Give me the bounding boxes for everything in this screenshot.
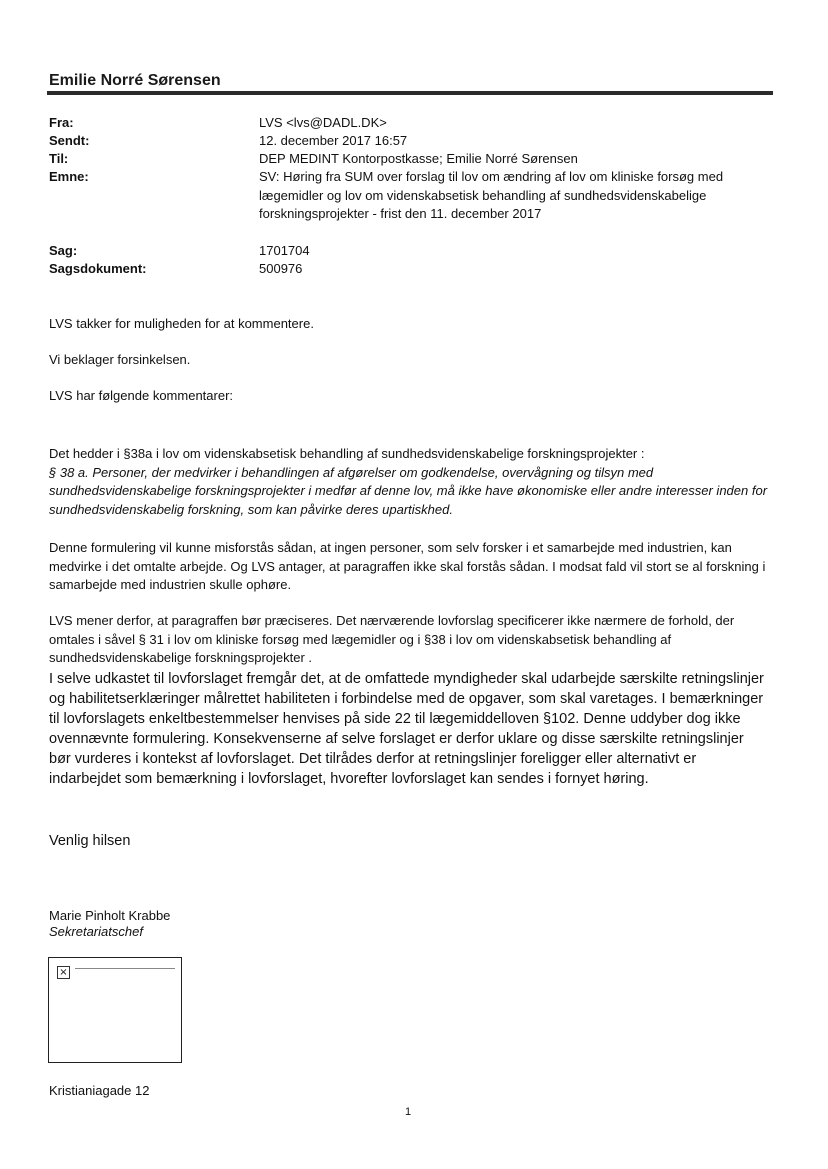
body-paragraph: LVS mener derfor, at paragraffen bør præciseres. Det nærværende lovforslag specificerer ikke nærmere de forhold, der omtales i såvel § 31 i lov om kliniske forsøg med lægemidler og i §38 i lov om videnskabsetisk behandling af sundhedsvidenskabelige forskningsprojekter . <box>49 613 735 665</box>
law-quote-block <box>49 445 769 519</box>
law-quote-text: § 38 a. Personer, der medvirker i behandlingen af afgørelser om godkendelse, overvågning og tilsyn med sundhedsvidenskabelige forskningsprojekter i medfør af denne lov, må ikke have økonomiske eller andre interesser inden for sundhedsvidenskabelig forskning, som kan påvirke deres upartiskhed. <box>49 464 768 517</box>
signature-title: Sekretariatschef <box>49 924 143 939</box>
from-value: LVS <lvs@DADL.DK> <box>259 115 387 130</box>
body-paragraph: Vi beklager forsinkelsen. <box>49 352 191 367</box>
to-value: DEP MEDINT Kontorpostkasse; Emilie Norré Sørensen <box>259 151 578 166</box>
case-label: Sag: <box>49 243 78 258</box>
to-label: Til: <box>49 151 69 166</box>
body-paragraph: I selve udkastet til lovforslaget fremgår det, at de omfattede myndigheder skal udarbejde særskilte retningslinjer og habilitetserklæringer målrettet habiliteten i forbindelse med de opgaver, som skal varetages. I bemærkninger til lovforslagets enkeltbestemmelser henvises på side 22 til lægemiddelloven §102. Denne uddyber dog ikke ovennævnte formulering. Konsekvenserne af selve forslaget er derfor uklare og disse særskilte retningslinjer bør vurderes i kontekst af lovforslaget. Det tilrådes derfor at retningslinjer foreligger eller alternativt er indarbejdet som bemærkning i lovforslaget, hvorefter lovforslaget kan sendes i fornyet høring. <box>49 671 764 787</box>
signature-address: Kristianiagade 12 <box>49 1083 150 1098</box>
sent-label: Sendt: <box>49 133 90 148</box>
case-doc-label: Sagsdokument: <box>49 261 147 276</box>
case-doc-value: 500976 <box>259 261 303 276</box>
case-value: 1701704 <box>259 243 310 258</box>
subject-value: SV: Høring fra SUM over forslag til lov om ændring af lov om kliniske forsøg med lægemidler og lov om videnskabsetisk behandling af sundhedsvidenskabelige forskningsprojekter - frist den 11. december 2017 <box>259 169 724 221</box>
header-rule <box>47 91 773 95</box>
logo-image-placeholder <box>48 957 182 1063</box>
body-paragraph: Denne formulering vil kunne misforstås sådan, at ingen personer, som selv forsker i et samarbejde med industrien, kan medvirke i det omtalte arbejde. Og LVS antager, at paragraffen ikke skal forstås sådan. I modsat fald vil stort se al forskning i samarbejde med industrien skulle ophøre. <box>49 540 766 592</box>
subject-label: Emne: <box>49 169 89 184</box>
page-number: 1 <box>405 1106 412 1118</box>
law-quote-intro: Det hedder i §38a i lov om videnskabsetisk behandling af sundhedsvidenskabelige forskningsprojekter : <box>49 446 645 461</box>
sent-value: 12. december 2017 16:57 <box>259 133 408 148</box>
from-label: Fra: <box>49 115 74 130</box>
sender-name: Emilie Norré Sørensen <box>49 72 221 89</box>
signature-name: Marie Pinholt Krabbe <box>49 908 171 923</box>
body-paragraph: LVS har følgende kommentarer: <box>49 388 234 403</box>
closing-greeting: Venlig hilsen <box>49 833 131 849</box>
body-paragraph: LVS takker for muligheden for at kommentere. <box>49 316 314 331</box>
broken-image-icon: × <box>57 966 70 979</box>
image-alt-line <box>75 968 175 969</box>
